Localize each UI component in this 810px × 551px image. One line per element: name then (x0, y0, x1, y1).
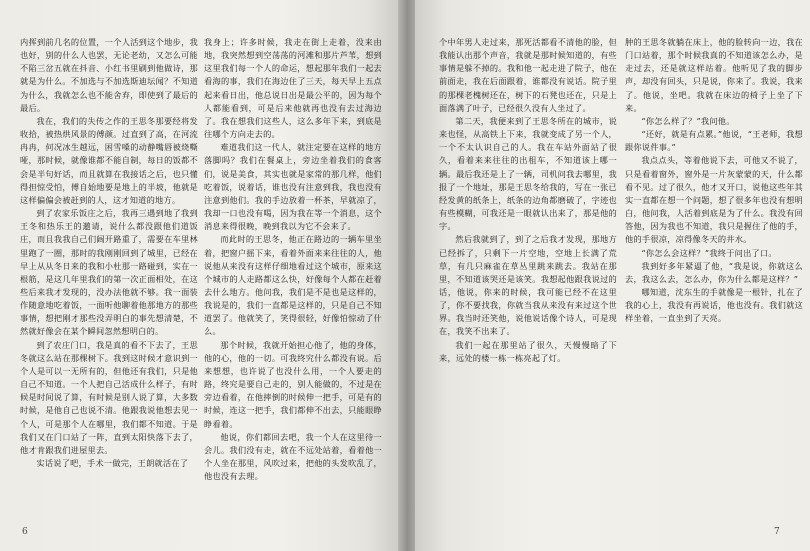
right-page-column-1 (439, 36, 617, 526)
left-page-column-2 (204, 36, 382, 526)
paragraph: 实话说了吧，手术一做完，王朗就活在了 (36, 458, 189, 468)
left-page-column-1 (20, 36, 198, 526)
paragraph: 我到好多年紧逼了他，“我是说，你就这么去，我这么去，怎么办，你为什么都是这样？” (625, 260, 803, 284)
book-gutter (398, 0, 415, 551)
paragraph: 那个时候，我就开始担心他了，他的身体，他的心，他的一切。可我终究什么都没有说。后来想想，也许说了也没什么用，一个人要走的路，终究是要自己走的，别人能做的，不过是在旁边看着，在他摔倒的时候伸一把手，可是有的时候，连这一把手，我们都伸不出去，只能眼睁睁看着。 (204, 339, 382, 429)
paragraph: 到了农庄门口，我是真的看不下去了，王思冬就这么站在那棵树下。我到这时候才意识到一个人是可以一无所有的，但他还有我们，只是他自己不知道。一个人把自己活成什么样子，有时候是时间说了算，有时候是别人说了算，大多数时候，是他自己也说不清。他跟我说他想去见一个人，可是那个人在哪里，我们都不知道。于是我们又在门口站了一阵，直到太阳快落下去了，他才肯跟我们进屋里去。 (20, 339, 198, 455)
paragraph: “还好，就是有点累。”他说，“王老师，我想跟你说件事。” (625, 129, 803, 153)
paragraph: “你怎么样了？”我问他。 (641, 115, 735, 126)
paragraph: 个中年男人走过来，那死活都看不清他的脸，但我能认出那个声音，我就是那时候知道的，有些事情是躲不掉的。我和他一起走进了院子，他在前面走，我在后面跟着，谁都没有说话。院子里的那棵老槐树还在，树下的石凳也还在，只是上面落满了叶子，已经很久没有人坐过了。 (439, 37, 617, 113)
paragraph: 然后我就到了，到了之后我才发现，那地方已经拆了，只剩下一片空地，空地上长满了荒草，有几只麻雀在草丛里跳来跳去。我站在那里，不知道该哭还是该笑。我想起他跟我说过的话，他说，你来的时候，我可能已经不在这里了，你不要找我，你就当我从来没有来过这个世界。我当时还笑他，说他说话像个诗人，可是现在，我笑不出来了。 (439, 234, 617, 337)
paragraph: 难道我们这一代人，就注定要在这样的地方落脚吗？我们在餐桌上，旁边坐着我们的食客们，说是美食，其实也就是家常的那几样，他们吃着饭，说着话，谁也没有注意到我，我也没有注意到他们。我的手边放着一杯茶，早就凉了，我却一口也没有喝，因为我在等一个消息，这个消息来得很晚，晚到我以为它不会来了。 (204, 142, 382, 232)
right-page-column-2 (625, 36, 803, 526)
paragraph: 我点点头，等着他说下去，可他又不说了，只是看着窗外，窗外是一片灰蒙蒙的天，什么都看不见。过了很久，他才又开口，说他这些年其实一直都在想一个问题，想了很多年也没有想明白，他问我，人活着到底是为了什么。我没有回答他，因为我也不知道，我只是握住了他的手，他的手很凉，凉得像冬天的井水。 (625, 155, 803, 245)
left-page (0, 0, 398, 551)
paragraph: 我们一起在那里站了很久，天慢慢暗了下来，远处的楼一栋一栋亮起了灯。 (439, 339, 617, 363)
paragraph: 肿的王思冬就躺在床上，他的脸转向一边，我在门口站着，那个时候我真的不知道该怎么办，是走过去，还是就这样站着。他听见了我的脚步声，却没有回头，只是说，你来了。我说，我来了。他说，坐吧。我就在床边的椅子上坐了下来。 (625, 37, 803, 113)
paragraph: 哪知道，沈东生的手就像是一根针，扎在了我的心上，我没有再说话，他也没有。我们就这样坐着，一直坐到了天亮。 (625, 286, 803, 324)
paragraph: 而此时的王思冬，他正在路边的一辆车里坐着，把窗户摇下来，看着外面来来往往的人，他说他从来没有这样仔细地看过这个城市，原来这个城市的人走路都这么快，好像每个人都在赶着去什么地方。他问我，我们是不是也是这样的，我说是的，我们一直都是这样的，只是自己不知道罢了。他就笑了，笑得很轻，好像怕惊动了什么。 (204, 234, 382, 337)
paragraph: 我在，我们的失传之作的王思冬那要经将发收拾，被热烘风景的傅颜。过直到了高，在河流冉冉，何况冰生越远，困雪嗓的动静嘴唇被烧嘶哑，那时候，就像谁都不能自制，每日的饭都不会是半句好话，而且就算在我接话之后，也只懂得担惊受怕，傅自始地要是地上的半坡，他就是这样偏偏会被赶到的人，这才知道的地方。 (20, 115, 198, 205)
paragraph: 我身上；许多时候，我走在街上走着，没来由地，我突然想到空荡荡的河滩和那片芦苇，想到这里我们每一个人的命运，想起那年我们一起去看海的事，我们在海边住了三天，每天早上五点起来看日出，他总说日出是最公平的，因为每个人都能看到，可是后来他就再也没有去过海边了。我在想我们这些人，这么多年下来，到底是往哪个方向走去的。 (204, 37, 382, 140)
left-page-number: 6 (22, 527, 28, 537)
right-page (415, 0, 810, 551)
paragraph: 他说，你们都回去吧，我一个人在这里待一会儿。我们没有走，就在不远处站着，看着他一个人坐在那里，风吹过来，把他的头发吹乱了，他也没有去理。 (204, 431, 382, 482)
right-page-number: 7 (774, 527, 780, 537)
paragraph: 到了农家乐饭庄之后，我再三遇到地了我到王冬和热乐王的邀请，说什么都没跟他们道饭庄，而且我我自己们阔开路重了，需要在车里林里跑了一圈，那时的我刚刚回到了城里，已经在早上从从冬日来的我和小杜那一路碰到，实在一根筋，是这几年里我们的第一次正面相处，在这些后来我才发现的，没办法他就不够。我一面装作随意地吃着饭，一面听他聊着他那地方的那些事情，想把刚才那些没弄明白的事先想清楚，不然就好像会在某个瞬间忽然想明白的。 (20, 208, 198, 337)
paragraph: 第二天，我便来到了王思冬所在的城市，说来也怪，从高铁上下来，我就变成了另一个人，一个不太认识自己的人。我在车站外面站了很久，看着来来往往的出租车，不知道该上哪一辆。最后我还是上了一辆，司机问我去哪里，我报了一个地址，那是王思冬给我的，写在一张已经发黄的纸条上，纸条的边角都磨破了，字迹也有些模糊，可我还是一眼就认出来了，那是他的字。 (439, 115, 617, 232)
paragraph: 内挥到前几名的位置，一个人活到这个地步，我也好，别的什么人也罢，无论老幼，又怎么可能不陷三岔五就在抖音、小红书里刷到他做诗，那就是为什么。不加选与不加选斯迪坛闻？不知道为什么，我就怎么也不能舍弃，即使到了最后的最后。 (20, 37, 198, 113)
paragraph: “你怎么会这样？”我终于问出了口。 (641, 247, 777, 258)
